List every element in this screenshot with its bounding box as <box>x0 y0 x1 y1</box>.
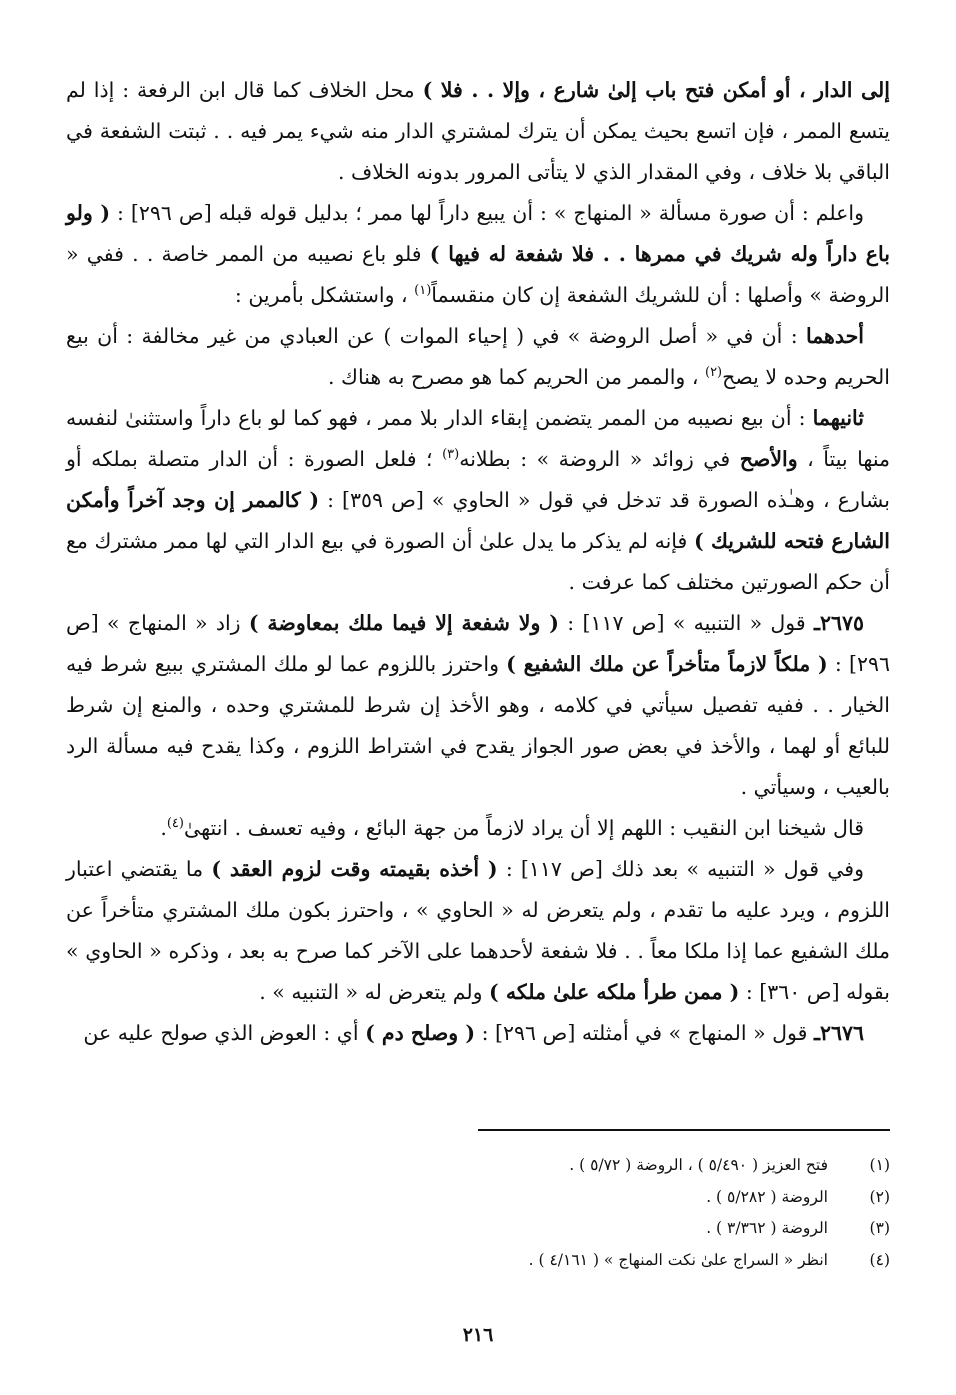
footnote <box>300 1213 890 1245</box>
footnote-text: الروضة ( ٥/٢٨٢ ) . <box>706 1187 828 1206</box>
text-segment: ؛ فلعل الصورة : أن الدار متصلة بملكه أو بشارع ، وهـٰذه الصورة قد تدخل في قول « الحاوي » [ص ٣٥٩] : <box>66 447 890 512</box>
text-segment: ما يقتضي اعتبار اللزوم ، ويرد عليه ما تقدم ، ولم يتعرض له « الحاوي » ، واحترز بكون ملك المشتري متأخراً عن ملك الشفيع عما إذا ملكا معاً . . فلا شفعة لأحدهما على الآخر كما صرح به بعد ، وذكره « الحاوي » بقوله [ص ٣٦٠] : <box>66 857 890 1004</box>
paragraph <box>66 70 890 193</box>
bold-text: ثانيهما <box>812 406 864 430</box>
footnote-number: (٤) <box>869 1250 890 1269</box>
bold-text: ( ولو باع داراً وله شريك في ممرها . . فلا شفعة له فيها ) <box>66 201 890 266</box>
paragraph <box>66 808 890 849</box>
text-segment: ولم يتعرض له « التنبيه » . <box>259 980 490 1004</box>
text-segment: ، والممر من الحريم كما هو مصرح به هناك . <box>328 365 705 389</box>
text-segment: قول « المنهاج » في أمثلته [ص ٢٩٦] : <box>475 1021 814 1045</box>
bold-text: ٢٦٧٦ـ <box>813 1021 864 1045</box>
text-segment: في زوائد « الروضة » : بطلانه <box>459 447 740 471</box>
footnote-text: الروضة ( ٣/٣٦٢ ) . <box>706 1219 828 1237</box>
bold-text: ٢٦٧٥ـ <box>813 611 864 635</box>
page-number: ٢١٦ <box>462 1324 494 1346</box>
paragraph <box>66 398 890 603</box>
text-segment: : أن في « أصل الروضة » في ( إحياء الموات ) عن العبادي من غير مخالفة : أن بيع الحريم وحده لا يصح <box>66 324 890 389</box>
bold-text: أحدهما <box>805 324 864 348</box>
footnote-marker: (٤) <box>166 816 184 832</box>
text-segment: قال شيخنا ابن النقيب : اللهم إلا أن يراد لازماً من جهة البائع ، وفيه تعسف . انتهىٰ <box>183 816 864 840</box>
paragraph <box>66 316 890 398</box>
text-segment: محل الخلاف كما قال ابن الرفعة : إذا لم يتسع الممر ، فإن اتسع بحيث يمكن أن يترك لمشتري الدار منه شيء يمر فيه . . ثبتت الشفعة في الباقي بلا خلاف ، وفي المقدار الذي لا يتأتى المرور بدونه الخلاف . <box>66 78 890 184</box>
text-segment: . <box>160 816 167 840</box>
bold-text: والأصح <box>739 447 798 471</box>
text-segment: قول « التنبيه » [ص ١١٧] : <box>559 611 814 635</box>
footnote-number: (١) <box>869 1156 890 1174</box>
footnote-separator <box>478 1129 890 1131</box>
text-segment: واحترز باللزوم عما لو ملك المشتري ببيع شرط فيه الخيار . . ففيه تفصيل سيأتي في كلامه ، وهو الأخذ إن شرط للمشتري وحده ، والمنع إن شرط للبائع أو لهما ، والأخذ في بعض صور الجواز يقدح في اشتراط اللزوم ، وكذا يقدح فيه مسألة الرد بالعيب ، وسيأتي . <box>66 652 890 799</box>
bold-text: ( كالممر إن وجد آخراً وأمكن الشارع فتحه للشريك ) <box>66 488 890 553</box>
footnote-marker: (٢) <box>704 365 723 381</box>
footnote-text: فتح العزيز ( ٥/٤٩٠ ) ، الروضة ( ٥/٧٢ ) . <box>569 1156 828 1174</box>
paragraph <box>66 849 890 1013</box>
bold-text: ( أخذه بقيمته وقت لزوم العقد ) <box>211 857 498 881</box>
text-segment: فلو باع نصيبه من الممر خاصة . . ففي « الروضة » وأصلها : أن للشريك الشفعة إن كان منقسماً <box>66 242 890 307</box>
footnote <box>300 1150 890 1182</box>
footnotes <box>300 1150 890 1276</box>
bold-text: ( ملكاً لازماً متأخراً عن ملك الشفيع ) <box>506 652 828 676</box>
footnote <box>300 1182 890 1214</box>
footnote-marker: (٣) <box>442 447 460 463</box>
footnote-text: انظر « السراج علىٰ نكت المنهاج » ( ٤/١٦١ ) . <box>528 1250 828 1269</box>
text-segment: فإنه لم يذكر ما يدل علىٰ أن الصورة في بيع الدار التي لها ممر مشترك مع أن حكم الصورتين مختلف كما عرفت . <box>66 529 890 594</box>
text-segment: وفي قول « التنبيه » بعد ذلك [ص ١١٧] : <box>497 857 864 881</box>
text-segment: ، واستشكل بأمرين : <box>234 283 415 307</box>
bold-text: ( ممن طرأ ملكه علىٰ ملكه ) <box>489 980 740 1004</box>
bold-text: إلى الدار ، أو أمكن فتح باب إلىٰ شارع ، وإلا . . فلا ) <box>422 78 890 102</box>
footnote <box>300 1245 890 1277</box>
footnote-marker: (١) <box>414 283 432 299</box>
paragraph <box>66 603 890 808</box>
paragraph <box>66 1013 890 1054</box>
bold-text: ( وصلح دم ) <box>365 1021 476 1045</box>
paragraph <box>66 193 890 316</box>
text-segment: زاد « المنهاج » [ص ٢٩٦] : <box>66 611 890 676</box>
footnote-number: (٣) <box>869 1219 890 1237</box>
main-text <box>66 70 890 1054</box>
bold-text: ( ولا شفعة إلا فيما ملك بمعاوضة ) <box>248 611 559 635</box>
text-segment: : أن بيع نصيبه من الممر يتضمن إبقاء الدار بلا ممر ، فهو كما لو باع داراً واستثنىٰ لنفسه منها بيتاً ، <box>66 406 891 471</box>
footnote-number: (٢) <box>869 1187 890 1206</box>
text-segment: أي : العوض الذي صولح عليه عن <box>83 1021 366 1045</box>
text-segment: واعلم : أن صورة مسألة « المنهاج » : أن يبيع داراً لها ممر ؛ بدليل قوله قبله [ص ٢٩٦] : <box>110 201 864 225</box>
